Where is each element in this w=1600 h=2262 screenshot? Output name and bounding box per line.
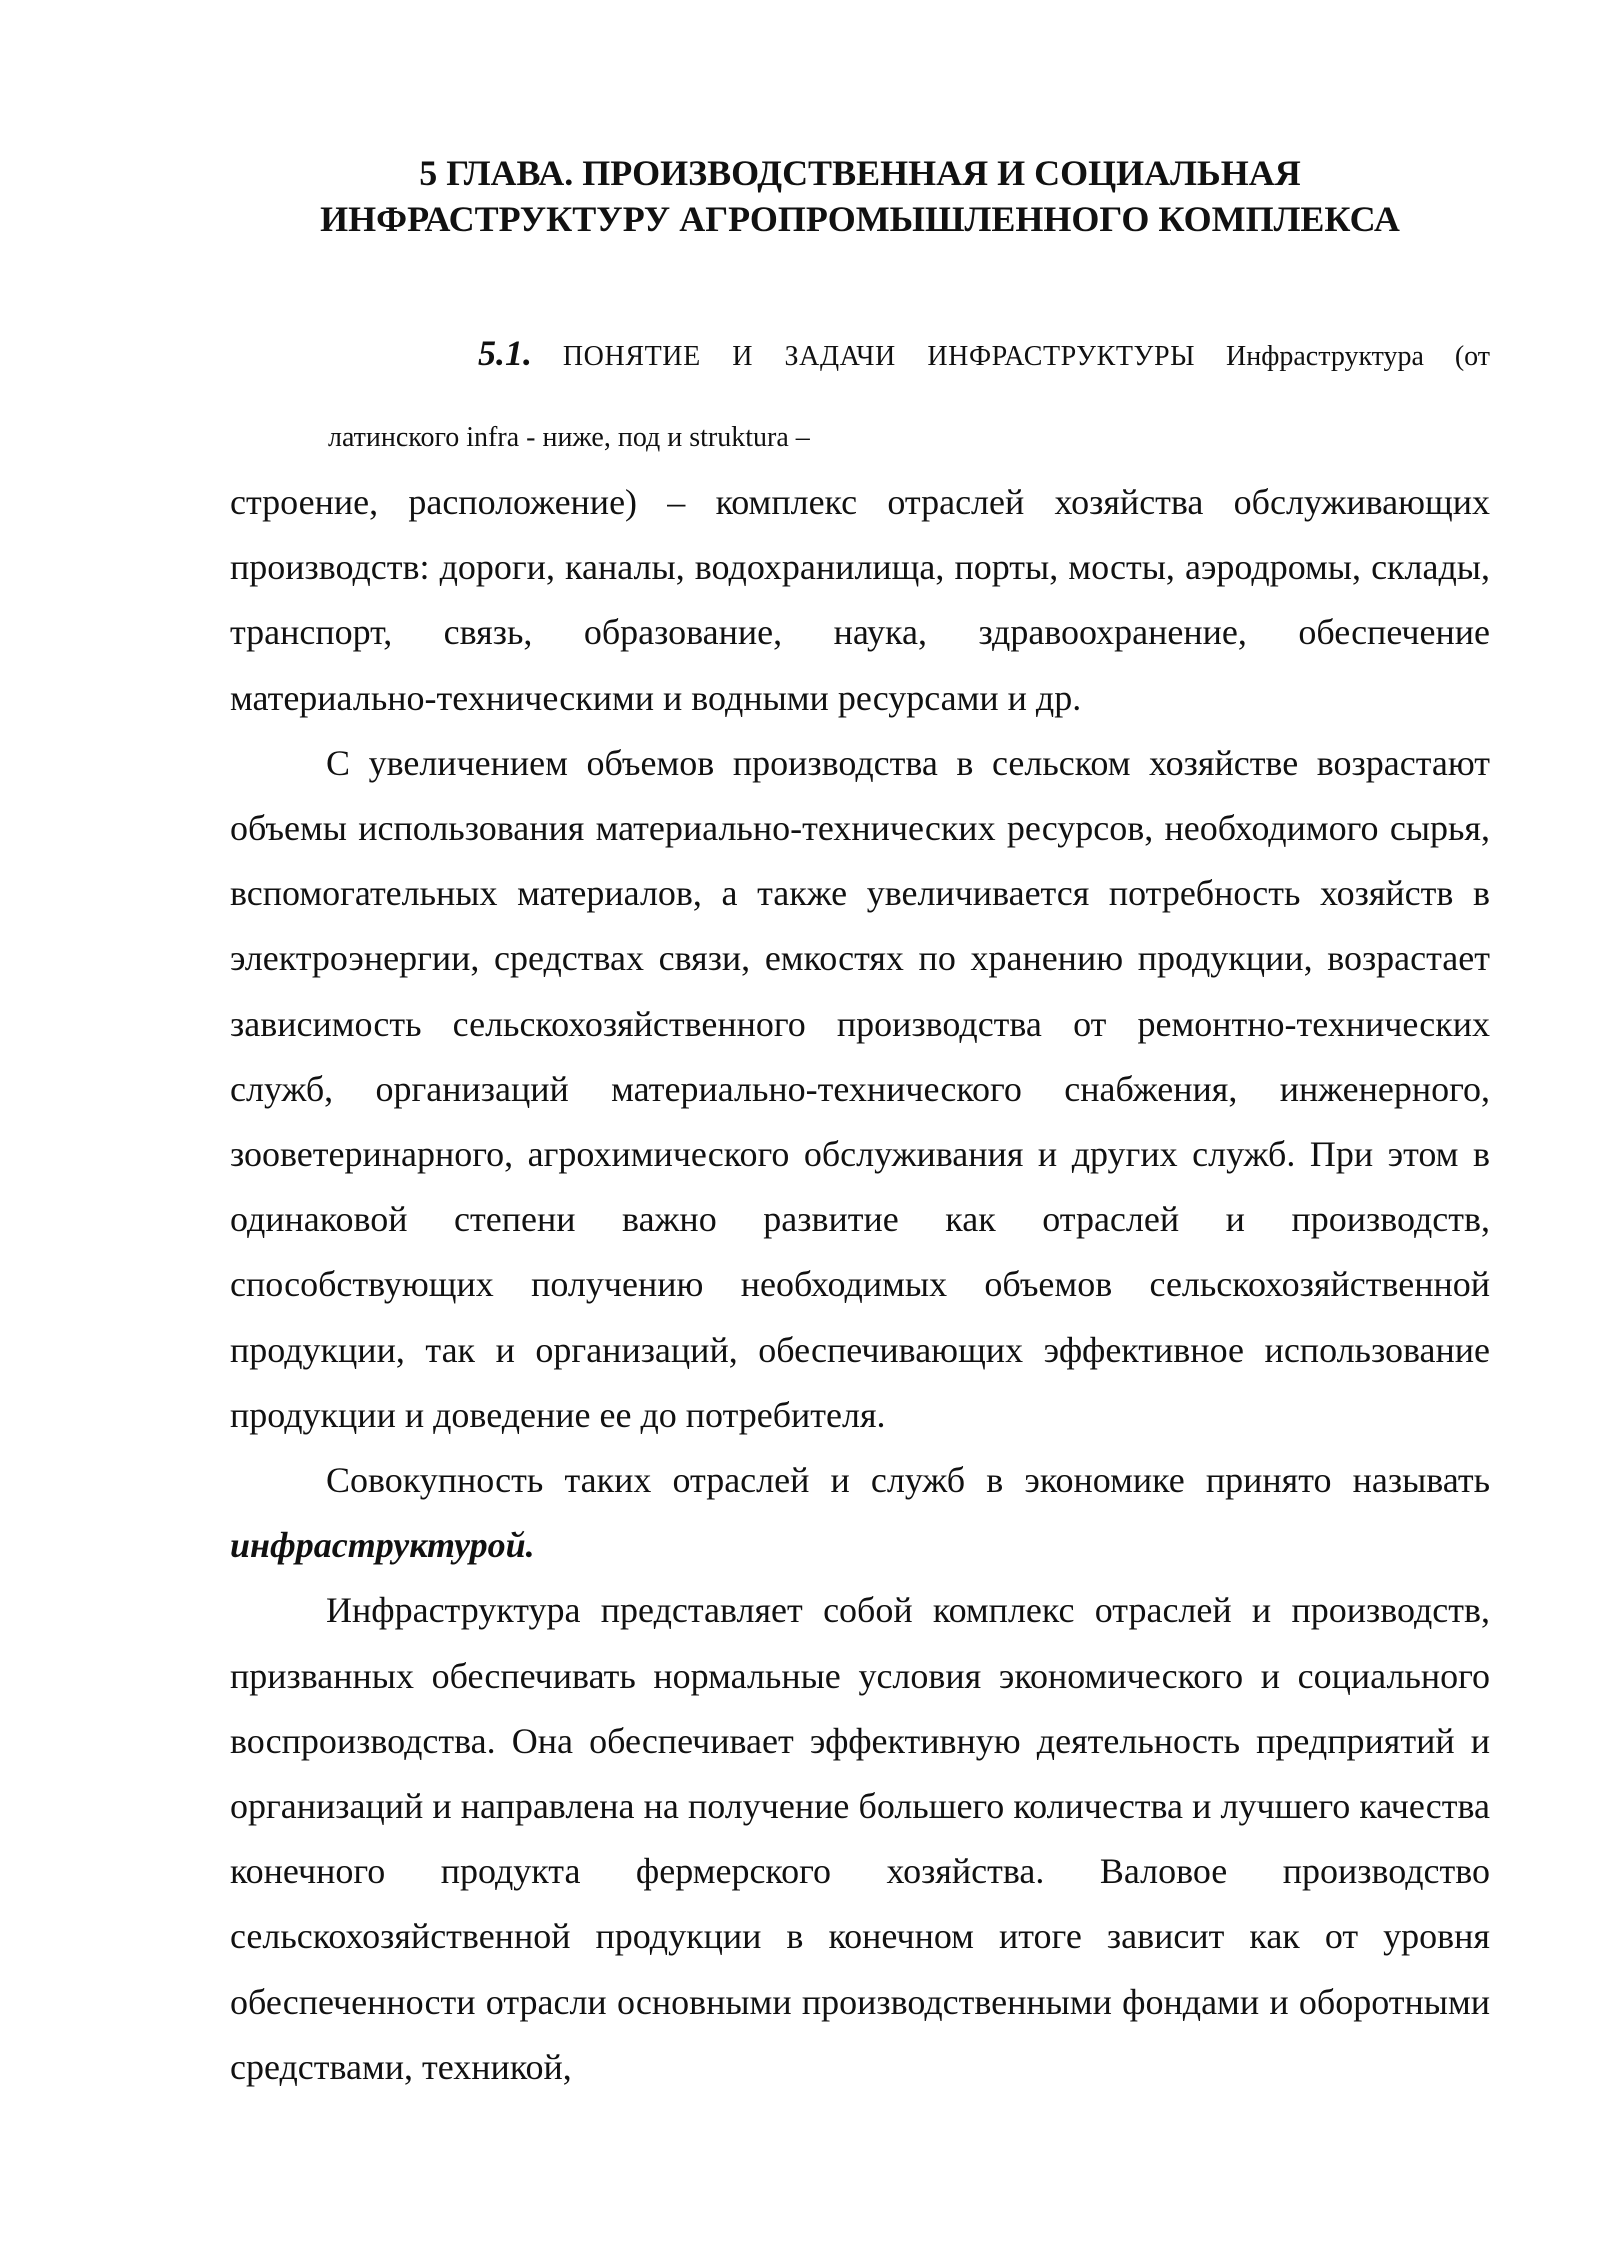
definition-line: латинского infra - ниже, под и struktura – — [328, 422, 810, 453]
section-continuation: Инфраструктура (от — [1226, 341, 1491, 372]
body-text — [230, 470, 1490, 2100]
section-heading — [230, 328, 1490, 378]
chapter-title — [230, 150, 1490, 242]
paragraph-4: Инфраструктура представляет собой комплекс отраслей и производств, призванных обеспечивать нормальные условия экономического и социального воспроизводства. Она обеспечивает эффективную деятельность предприятий и организаций и направлена на получение большего количества и лучшего качества конечного продукта фермерского хозяйства. Валовое производство сельскохозяйственной продукции в конечном итоге зависит как от уровня обеспеченности отрасли основными производственными фондами и оборотными средствами, техникой, — [230, 1590, 1490, 2087]
paragraph-1: строение, расположение) – комплекс отраслей хозяйства обслуживающих производств: дороги, каналы, водохранилища, порты, мосты, аэродромы, склады, транспорт, связь, образование, наука, здравоохранение, обеспечение материально-техническими и водными ресурсами и др. — [230, 482, 1490, 718]
paragraph-3-text: Совокупность таких отраслей и служб в экономике принято называть — [326, 1460, 1490, 1501]
term-infrastructure: инфраструктурой. — [230, 1525, 535, 1566]
section-number: 5.1. — [478, 333, 532, 373]
chapter-title-line-2: ИНФРАСТРУКТУРУ АГРОПРОМЫШЛЕННОГО КОМПЛЕКСА — [320, 199, 1400, 239]
paragraph-3 — [230, 1448, 1490, 1578]
section-title: ПОНЯТИЕ И ЗАДАЧИ ИНФРАСТРУКТУРЫ — [562, 341, 1196, 372]
chapter-title-line-1: 5 ГЛАВА. ПРОИЗВОДСТВЕННАЯ И СОЦИАЛЬНАЯ — [419, 153, 1301, 193]
paragraph-2: С увеличением объемов производства в сельском хозяйстве возрастают объемы использования материально-технических ресурсов, необходимого сырья, вспомогательных материалов, а также увеличивается потребность хозяйств в электроэнергии, средствах связи, емкостях по хранению продукции, возрастает зависимость сельскохозяйственного производства от ремонтно-технических служб, организаций материально-технического снабжения, инженерного, зооветеринарного, агрохимического обслуживания и других служб. При этом в одинаковой степени важно развитие как отраслей и производств, способствующих получению необходимых объемов сельскохозяйственной продукции, так и организаций, обеспечивающих эффективное использование продукции и доведение ее до потребителя. — [230, 742, 1490, 1435]
